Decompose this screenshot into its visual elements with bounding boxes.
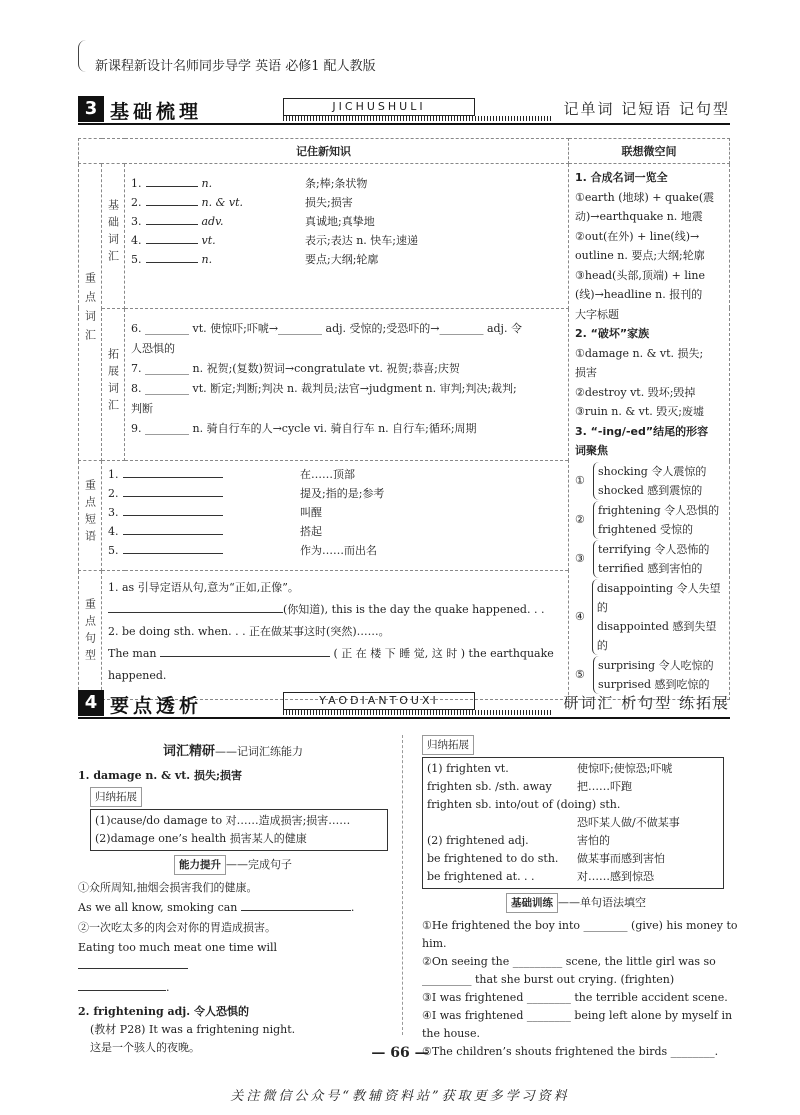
phrase-list [102,461,569,571]
basic-vocab-num: 1. [131,177,142,190]
phrase-num: 5. [108,544,119,558]
q2-en: Eating too much meat one time will [78,941,278,954]
banner-stripes [283,710,553,715]
basic-vocab-meaning: 损失;损害 [305,196,353,209]
basic-vocab-row [125,250,568,269]
vocab-heading [78,743,388,761]
frighten-row [427,832,719,850]
pair-ed: surprised 感到吃惊的 [598,677,710,691]
sent1-blank [108,601,283,613]
phrase-row [102,484,568,503]
tag-summary-1: 归纳拓展 [90,787,142,807]
item2-translation: 这是一个骇人的夜晚。 [90,1041,200,1054]
basic-vocab-num: 3. [131,215,142,228]
drill-line: him. [422,937,447,950]
q2-cont-row: . [78,979,388,997]
q2-en-row [78,939,388,975]
basic-vocab-meaning: 表示;表达 n. 快车;速递 [305,234,418,247]
frighten-en: frighten sb. into/out of (doing) sth. [427,798,621,811]
right-h3: 3. “-ing/-ed”结尾的形容 [575,424,709,438]
frighten-en: (1) frighten vt. [427,762,509,775]
page-number: — 66 — [371,1045,429,1061]
adjective-pair [575,462,723,500]
pair-brace [593,540,709,578]
group-phrase-text: 重点短语 [83,479,97,548]
phrase-meaning: 作为……而出名 [300,544,377,558]
sent1-a: 1. as 引导定语从句,意为“正如,正像”。 [108,581,299,595]
compound-noun-line: outline n. 要点;大纲;轮廓 [575,249,705,262]
group-vocab-label [79,164,102,461]
pair-number: ⑤ [575,667,585,681]
phrase-blank [123,523,223,535]
ext-vocab-line: 判断 [131,401,153,415]
item2-example: (教材 P28) It was a frightening night. [90,1023,296,1036]
box1-line1: (1)cause/do damage to 对……造成损害;损害…… [95,814,351,827]
pair-ing: surprising 令人吃惊的 [598,658,714,672]
ability-sub: ——完成句子 [226,858,292,871]
adjective-pair [575,656,723,694]
phrase-blank [123,466,223,478]
q2-blank[interactable] [78,957,188,969]
box1-line2: (2)damage one’s health 损害某人的健康 [95,832,307,845]
vocab-heading-sub: ——记词汇练能力 [215,745,303,758]
compound-noun-line: (线)→headline n. 报刊的 [575,288,703,301]
basic-vocab-list [125,164,569,309]
drill-line: ③I was frightened ________ the terrible accident scene. [422,991,728,1004]
sent2-b-post: ( 正 在 楼 下 睡 觉, 这 时 ) the earthquake [333,647,554,661]
header-title: 新课程新设计名师同步导学 英语 必修1 配人教版 [95,59,376,74]
basic-vocab-blank [146,194,198,206]
frighten-zh: 恐吓某人做/不做某事 [577,816,680,829]
ext-vocab-line: 7. ________ n. 祝贺;(复数)贺词→congratulate vt. 祝贺;恭喜;庆贺 [131,361,460,375]
column-divider [402,735,403,1035]
damage-family-line: ①damage n. & vt. 损失; [575,346,704,360]
basic-vocab-num: 5. [131,253,142,266]
banner-rule [78,717,730,719]
section3-banner [78,96,730,122]
frighten-row [427,778,719,796]
right-h2: 2. “破坏”家族 [575,327,650,340]
pair-ing: terrifying 令人恐怖的 [598,542,710,556]
sentence-block [102,571,569,699]
section4-tag: 研词汇 析句型 练拓展 [563,694,730,712]
compound-noun-line: ②out(在外) + line(线)→ [575,229,700,243]
phrase-meaning: 叫醒 [300,506,322,520]
phrase-num: 2. [108,487,119,501]
drill-line: the house. [422,1027,480,1040]
ext-vocab-list [125,308,569,461]
ext-vocab-line: 9. ________ n. 骑自行车的人→cycle vi. 骑自行车 n. 自行车;循环;周期 [131,421,477,435]
basic-vocab-pos: n. [201,253,213,266]
frighten-row [427,850,719,868]
phrase-blank [123,504,223,516]
section4-pinyin: YAODIANTOUXI [283,692,475,710]
footer-note: 关注微信公众号“教辅资料站”获取更多学习资料 [230,1089,570,1104]
group-phrase-label [79,461,102,571]
group-sent-label [79,571,102,699]
ability-heading [78,855,388,875]
item2-title: 2. frightening adj. 令人恐惧的 [78,1005,249,1018]
basic-vocab-num: 2. [131,196,142,209]
banner-rule [78,123,730,125]
frighten-zh: 对……感到惊恐 [577,870,654,883]
basic-vocab-meaning: 要点;大纲;轮廓 [305,253,379,266]
phrase-row [102,503,568,522]
phrase-meaning: 提及;指的是;参考 [300,487,385,501]
basic-vocab-pos: adv. [201,215,224,228]
sent1-b: (你知道), this is the day the quake happened. . . [283,603,545,617]
basic-vocab-meaning: 条;棒;条状物 [305,177,368,190]
frighten-row [427,760,719,778]
adjective-pair [575,579,723,655]
basic-vocab-row [125,212,568,231]
phrase-row [102,522,568,541]
damage-family-line: 损害 [575,366,597,379]
section3-title: 基础梳理 [110,101,203,123]
pair-brace [592,579,723,655]
item1-title: 1. damage n. & vt. 损失;损害 [78,769,243,782]
phrase-row [102,465,568,484]
pair-ing: shocking 令人震惊的 [598,464,707,478]
sent1-b-row [108,599,562,621]
pair-ed: disappointed 感到失望的 [596,619,717,652]
pair-brace [593,501,719,539]
sent2-blank [160,645,330,657]
section3-pinyin: JICHUSHULI [283,98,475,116]
item1-box [90,809,388,851]
frighten-row [427,796,719,814]
basic-vocab-pos: vt. [201,234,216,247]
pair-ing: disappointing 令人失望的 [596,581,721,614]
basic-vocab-meaning: 真诚地;真挚地 [305,215,375,228]
section4-banner [78,690,730,716]
pair-number: ① [575,473,585,487]
basic-vocab-row [125,174,568,193]
sent2-c: happened. [108,669,167,683]
vocab-heading-text: 词汇精研 [162,744,215,759]
right-h3b: 词聚焦 [575,444,608,457]
basic-vocab-row [125,231,568,250]
phrase-blank [123,542,223,554]
phrase-meaning: 在……顶部 [300,468,355,482]
compound-noun-line: ①earth (地球) + quake(震 [575,190,715,204]
phrase-row [102,541,568,560]
group-vocab-text: 重点词汇 [83,271,97,348]
knowledge-table [78,138,730,700]
section4-number: 4 [78,690,104,716]
q2-blank-2[interactable] [78,979,166,991]
frighten-zh: 把……吓跑 [577,780,632,793]
section3-tag: 记单词 记短语 记句型 [563,100,730,118]
drill-tag: 基础训练 [506,893,558,913]
left-column [78,735,388,1057]
frighten-en: (2) frightened adj. [427,834,529,847]
table-head-right: 联想微空间 [569,139,730,164]
pair-brace [593,656,714,694]
pair-ed: shocked 感到震惊的 [598,483,703,497]
phrase-meaning: 搭起 [300,525,322,539]
sub-basic-text: 基础词汇 [106,199,120,268]
section4-title: 要点透析 [110,695,203,717]
table-head-left: 记住新知识 [79,139,569,164]
basic-vocab-blank [146,251,198,263]
phrase-num: 4. [108,525,119,539]
drill-line: ⑤The children’s shouts frightened the birds ________. [422,1045,719,1058]
section3-number: 3 [78,96,104,122]
drill-line: ④I was frightened ________ being left alone by myself in [422,1009,733,1022]
frighten-row [427,814,719,832]
basic-vocab-blank [146,175,198,187]
banner-stripes [283,116,553,121]
pair-number: ④ [575,609,585,623]
ext-vocab-line: 8. ________ vt. 断定;判断;判决 n. 裁判员;法官→judgment n. 审判;判决;裁判; [131,381,517,395]
ability-tag: 能力提升 [174,855,226,875]
phrase-blank [123,485,223,497]
q1-en: As we all know, smoking can [78,901,238,914]
basic-vocab-blank [146,213,198,225]
compound-noun-line: 大字标题 [575,307,619,321]
phrase-num: 3. [108,506,119,520]
right-h1: 1. 合成名词一览全 [575,171,668,184]
basic-vocab-row [125,193,568,212]
basic-vocab-blank [146,232,198,244]
drill-line: _________ that she burst out crying. (frighten) [422,973,675,986]
drill-line: ①He frightened the boy into ________ (give) his money to [422,919,738,932]
pair-ing: frightening 令人恐惧的 [598,503,720,517]
damage-family-line: ②destroy vt. 毁坏;毁掉 [575,385,696,399]
q1-zh: ①众所周知,抽烟会损害我们的健康。 [78,881,258,894]
frighten-en: frighten sb. /sth. away [427,780,552,793]
frighten-row [427,868,719,886]
header-brace [78,40,87,72]
damage-family-line: ③ruin n. & vt. 毁灭;废墟 [575,405,705,418]
frighten-en: be frightened at. . . [427,870,535,883]
q1-en-row: As we all know, smoking can . [78,901,355,914]
pair-number: ③ [575,551,585,565]
compound-noun-line: ③head(头部,顶端) + line [575,268,705,282]
pair-ed: frightened 受惊的 [598,522,694,536]
ext-vocab-line: 6. ________ vt. 使惊吓;吓唬→________ adj. 受惊的;受恐吓的→________ adj. 令 [131,321,522,335]
frighten-zh: 害怕的 [577,834,610,847]
basic-vocab-pos: n. [201,177,213,190]
sent2-b-row [108,643,562,665]
pair-number: ② [575,512,585,526]
adjective-pair [575,501,723,539]
frighten-zh: 使惊吓;使惊恐;吓唬 [577,762,673,775]
frighten-zh: 做某事而感到害怕 [577,852,665,865]
basic-vocab-pos: n. & vt. [201,196,243,209]
sub-ext-label [102,308,125,461]
drill-line: ②On seeing the _________ scene, the little girl was so [422,955,716,968]
frighten-box [422,757,724,889]
sent2-a: 2. be doing sth. when. . . 正在做某事这时(突然)……。 [108,625,390,639]
association-panel [569,164,730,700]
sub-basic-label [102,164,125,309]
pair-brace [593,462,706,500]
tag-summary-2: 归纳拓展 [422,735,474,755]
group-sent-text: 重点句型 [83,598,97,667]
pair-ed: terrified 感到害怕的 [598,561,703,575]
adjective-pair [575,540,723,578]
phrase-num: 1. [108,468,119,482]
drill-heading [422,893,730,913]
drill-sub: ——单句语法填空 [558,896,646,909]
sub-ext-text: 拓展词汇 [106,348,120,417]
basic-vocab-num: 4. [131,234,142,247]
compound-noun-line: 动)→earthquake n. 地震 [575,210,703,223]
q1-blank[interactable] [241,899,351,911]
sent2-b-pre: The man [108,647,157,661]
q2-zh: ②一次吃太多的肉会对你的胃造成损害。 [78,921,276,934]
frighten-en: be frightened to do sth. [427,852,559,865]
ext-vocab-line: 人恐惧的 [131,341,175,355]
right-column [422,735,738,1061]
